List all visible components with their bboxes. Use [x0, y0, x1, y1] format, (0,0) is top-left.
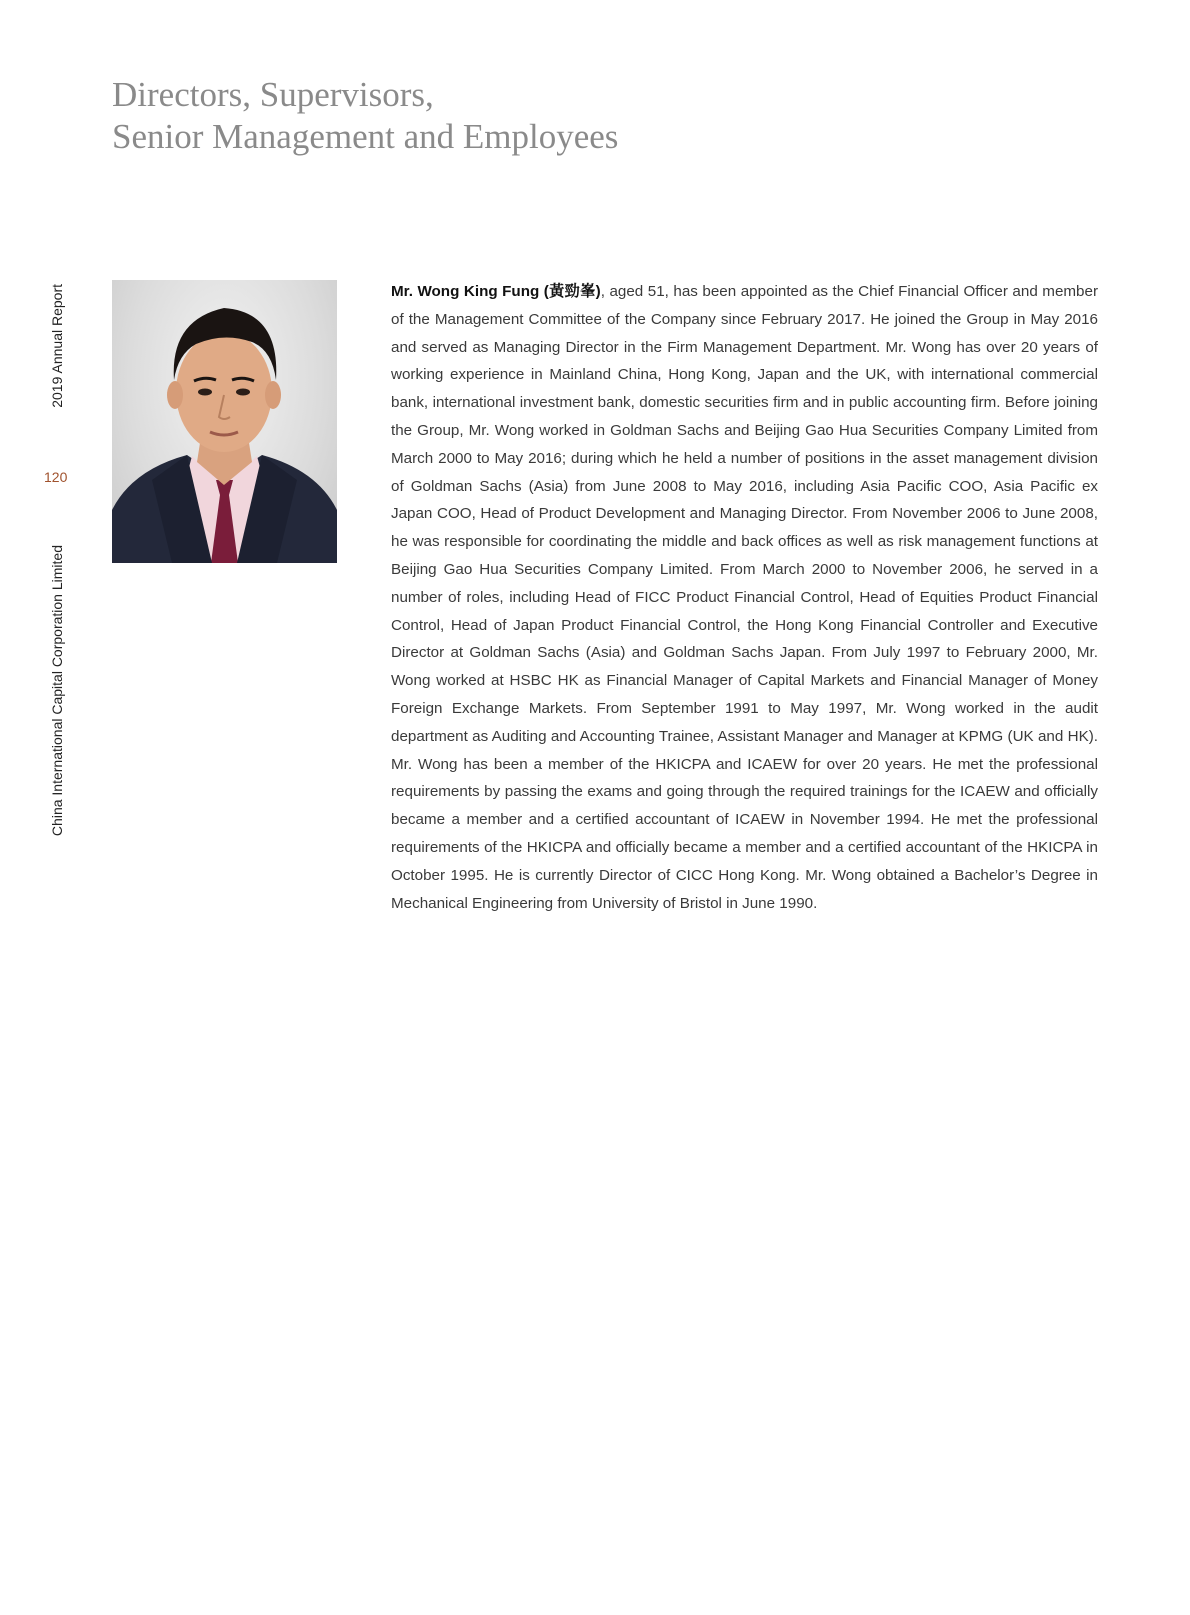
portrait-illustration: [112, 280, 337, 563]
bio-paragraph: [391, 278, 1098, 917]
bio-text: , aged 51, has been appointed as the Chief Financial Officer and member of the Management Committee of the Company since February 2017. He joined the Group in May 2016 and served as Managing Director in the Firm Management Department. Mr. Wong has over 20 years of working experience in Mainland China, Hong Kong, Japan and the UK, with international commercial bank, international investment bank, domestic securities firm and in public accounting firm. Before joining the Group, Mr. Wong worked in Goldman Sachs and Beijing Gao Hua Securities Company Limited from March 2000 to May 2016; during which he held a number of positions in the asset management division of Goldman Sachs (Asia) from June 2008 to May 2016, including Asia Pacific COO, Asia Pacific ex Japan COO, Head of Product Development and Managing Director. From November 2006 to June 2008, he was responsible for coordinating the middle and back offices as well as risk management functions at Beijing Gao Hua Securities Company Limited. From March 2000 to November 2006, he served in a number of roles, including Head of FICC Product Financial Control, Head of Equities Product Financial Control, Head of Japan Product Financial Control, the Hong Kong Financial Controller and Executive Director at Goldman Sachs (Asia) and Goldman Sachs Japan. From July 1997 to February 2000, Mr. Wong worked at HSBC HK as Financial Manager of Capital Markets and Financial Manager of Money Foreign Exchange Markets. From September 1991 to May 1997, Mr. Wong worked in the audit department as Auditing and Accounting Trainee, Assistant Manager and Manager at KPMG (UK and HK). Mr. Wong has been a member of the HKICPA and ICAEW for over 20 years. He met the professional requirements by passing the exams and going through the required trainings for the ICAEW and officially became a member and a certified accountant of ICAEW in November 1994. He met the professional requirements of the HKICPA and officially became a member and a certified accountant of the HKICPA in October 1995. He is currently Director of CICC Hong Kong. Mr. Wong obtained a Bachelor’s Degree in Mechanical Engineering from University of Bristol in June 1990.: [391, 283, 1099, 912]
sidebar-report-label: 2019 Annual Report: [49, 284, 65, 408]
bio-name: Mr. Wong King Fung (黃勁峯): [391, 283, 601, 300]
sidebar-company-label: China International Capital Corporation Limited: [49, 545, 65, 837]
page-title: [112, 74, 618, 158]
page-title-line-2: Senior Management and Employees: [112, 117, 619, 156]
portrait-photo: [112, 280, 337, 563]
page-title-line-1: Directors, Supervisors,: [112, 75, 434, 114]
page-number: 120: [44, 469, 68, 485]
